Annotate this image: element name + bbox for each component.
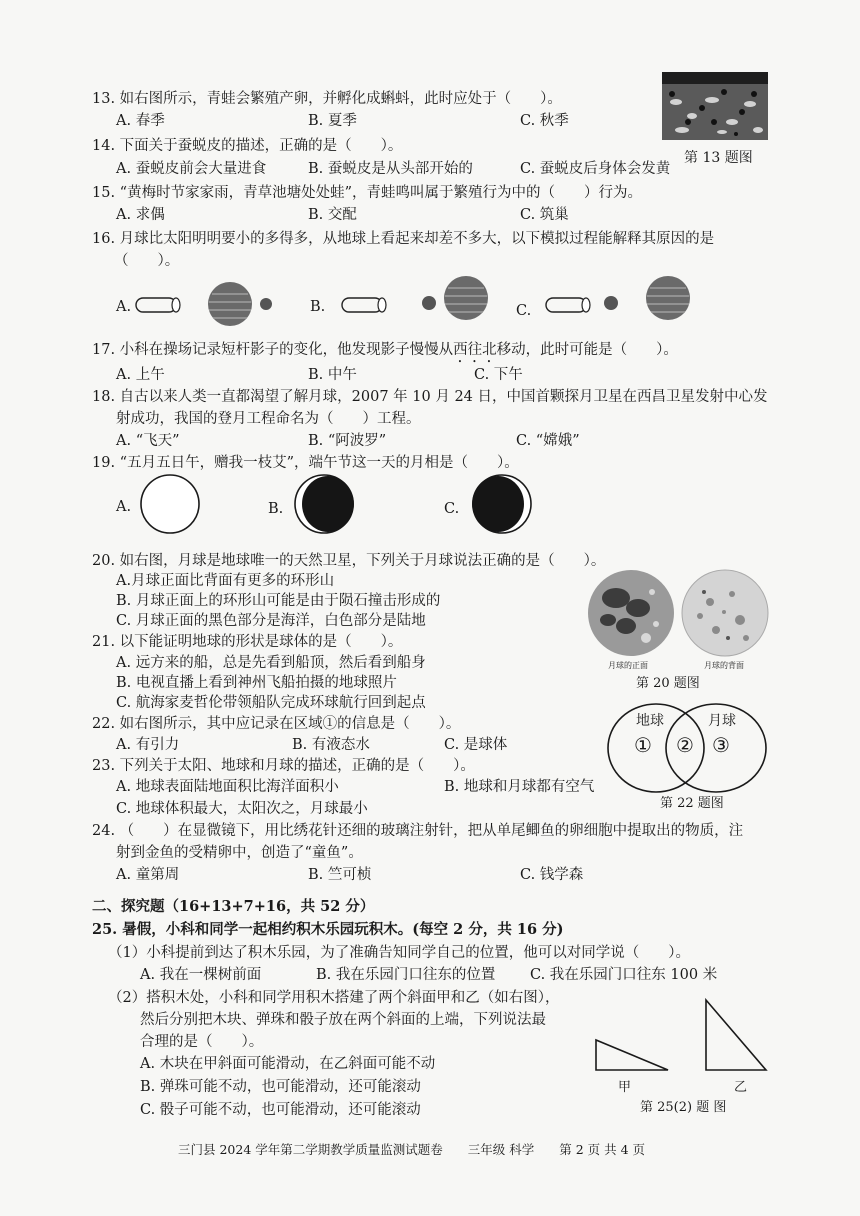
q15-stem: 15. “黄梅时节家家雨，青草池塘处处蛙”，青蛙鸣叫属于繁殖行为中的（ ）行为。 [92,185,642,201]
q25-slopes-diagram [592,996,772,1076]
q14-option-c: C. 蚕蜕皮后身体会发黄 [520,161,671,177]
q22-option-b: B. 有液态水 [292,737,370,753]
q16-option-c: C. [516,303,532,319]
q20-caption: 第 20 题图 [636,676,700,691]
q25-part1-option-c: C. 我在乐园门口往东 100 米 [530,967,718,983]
q16-c-large-sphere-icon [644,274,694,324]
q16-option-a: A. [116,299,132,315]
q13-option-b: B. 夏季 [308,113,357,129]
q22-stem: 22. 如右图所示，其中应记录在区域①的信息是（ ）。 [92,716,461,732]
q16-stem-line1: 16. 月球比太阳明明要小的多得多，从地球上看起来却差不多大，以下模拟过程能解释其原因的是 [92,231,715,247]
q17-option-a: A. 上午 [116,367,165,383]
q20-moon-front-image [586,568,676,658]
q22-option-c: C. 是球体 [444,737,508,753]
q20-moon-back-image [680,568,770,658]
q13-stem: 13. 如右图所示，青蛙会繁殖产卵，并孵化成蝌蚪，此时应处于（ ）。 [92,91,562,107]
q22-venn-region-2: ② [676,733,694,757]
q22-venn-label-earth: 地球 [636,713,664,729]
q21-option-b: B. 电视直播上看到神州飞船拍摄的地球照片 [116,675,397,691]
q17-option-c: C. 下午 [474,367,523,383]
q13-frog-eggs-photo [662,72,768,140]
q19-option-c: C. [444,501,460,517]
q14-stem: 14. 下面关于蚕蜕皮的描述，正确的是（ ）。 [92,138,403,154]
q13-option-a: A. 春季 [116,113,165,129]
q16-b-tube-diagram [340,292,400,322]
q18-option-c: C. “嫦娥” [516,433,580,449]
q21-option-c: C. 航海家麦哲伦带领船队完成环球航行回到起点 [116,695,426,711]
q23-stem: 23. 下列关于太阳、地球和月球的描述，正确的是（ ）。 [92,758,475,774]
q13-caption: 第 13 题图 [684,150,753,166]
q20-label-back: 月球的背面 [704,661,744,670]
q15-option-c: C. 筑巢 [520,207,569,223]
q19-a-full-moon-icon [140,474,202,536]
q15-option-a: A. 求偶 [116,207,165,223]
q16-c-small-sphere-icon [602,294,620,312]
q18-stem-line1: 18. 自古以来人类一直都渴望了解月球，2007 年 10 月 24 日，中国首颗探月卫星在西昌卫星发射中心发 [92,389,768,405]
q20-option-c: C. 月球正面的黑色部分是海洋，白色部分是陆地 [116,613,426,629]
q17-stem-pre: 17. 小科在操场记录短杆影子的变化，他发现影子慢慢从 [92,342,454,358]
q23-option-a: A. 地球表面陆地面积比海洋面积小 [116,779,339,795]
q21-option-a: A. 远方来的船，总是先看到船顶，然后看到船身 [116,655,426,671]
q25-part2-option-c: C. 骰子可能不动，也可能滑动，还可能滚动 [140,1102,421,1118]
q22-option-a: A. 有引力 [116,737,180,753]
q19-c-moon-phase-icon [472,474,534,536]
q19-option-a: A. [116,499,132,515]
q18-stem-line2: 射成功，我国的登月工程命名为（ ）工程。 [116,411,421,427]
q25-part2-stem-line2: 然后分别把木块、弹珠和骰子放在两个斜面的上端，下列说法最 [140,1012,546,1028]
q18-option-a: A. “飞天” [116,433,180,449]
q20-option-b: B. 月球正面上的环形山可能是由于陨石撞击形成的 [116,593,441,609]
q22-venn-label-moon: 月球 [708,713,736,729]
q21-stem: 21. 以下能证明地球的形状是球体的是（ ）。 [92,634,403,650]
q24-option-a: A. 童第周 [116,867,180,883]
q25-label-yi: 乙 [734,1080,748,1095]
q20-stem: 20. 如右图，月球是地球唯一的天然卫星，下列关于月球说法正确的是（ ）。 [92,553,606,569]
q16-c-tube-diagram [544,292,604,322]
q25-part1-option-b: B. 我在乐园门口往东的位置 [316,967,496,983]
q17-option-b: B. 中午 [308,367,357,383]
q17-stem-emphasis: 西往北 [453,342,497,358]
q25-caption: 第 25(2) 题 图 [640,1100,727,1115]
q16-a-large-sphere-icon [206,280,256,330]
q15-option-b: B. 交配 [308,207,357,223]
q24-option-c: C. 钱学森 [520,867,584,883]
q14-option-a: A. 蚕蜕皮前会大量进食 [116,161,267,177]
q16-stem-line2: （ ）。 [114,253,180,269]
q16-a-small-sphere-icon [258,296,274,312]
q17-stem [92,341,678,366]
q17-stem-post: 移动，此时可能是（ ）。 [496,342,678,358]
q22-venn-region-1: ① [634,733,652,757]
q22-venn-region-3: ③ [712,733,730,757]
q24-stem-line1: 24. （ ）在显微镜下，用比绣花针还细的玻璃注射针，把从单尾鲫鱼的卵细胞中提取出的物质，注 [92,823,744,839]
q19-stem: 19. “五月五日午，赠我一枝艾”，端午节这一天的月相是（ ）。 [92,455,519,471]
q20-label-front: 月球的正面 [608,661,648,670]
q14-option-b: B. 蚕蜕皮是从头部开始的 [308,161,473,177]
q16-b-large-sphere-icon [442,274,492,324]
q25-part2-option-a: A. 木块在甲斜面可能滑动，在乙斜面可能不动 [140,1056,436,1072]
q22-caption: 第 22 题图 [660,796,724,811]
q25-part2-stem-line1: （2）搭积木处，小科和同学用积木搭建了两个斜面甲和乙（如右图）， [108,990,560,1006]
q25-part1-stem: （1）小科提前到达了积木乐园，为了准确告知同学自己的位置，他可以对同学说（ ）。 [108,945,690,961]
q25-label-jia: 甲 [618,1080,632,1095]
q25-stem: 25. 暑假，小科和同学一起相约积木乐园玩积木。(每空 2 分，共 16 分) [92,921,564,938]
section-2-title: 二、探究题（16+13+7+16，共 52 分） [92,898,375,915]
q19-b-new-moon-icon [294,474,356,536]
q24-stem-line2: 射到金鱼的受精卵中，创造了“童鱼”。 [116,845,363,861]
q23-option-c: C. 地球体积最大，太阳次之，月球最小 [116,801,368,817]
q20-option-a: A.月球正面比背面有更多的环形山 [116,573,335,589]
q24-option-b: B. 竺可桢 [308,867,372,883]
q18-option-b: B. “阿波罗” [308,433,387,449]
q19-option-b: B. [268,501,284,517]
q25-part1-option-a: A. 我在一棵树前面 [140,967,262,983]
page-footer: 三门县 2024 学年第二学期教学质量监测试题卷 三年级 科学 第 2 页 共 4 页 [178,1142,646,1157]
q25-part2-option-b: B. 弹珠可能不动，也可能滑动，还可能滚动 [140,1079,421,1095]
q13-option-c: C. 秋季 [520,113,569,129]
q23-option-b: B. 地球和月球都有空气 [444,779,595,795]
q16-option-b: B. [310,299,326,315]
q16-b-small-sphere-icon [420,294,438,312]
q25-part2-stem-line3: 合理的是（ ）。 [140,1034,264,1050]
